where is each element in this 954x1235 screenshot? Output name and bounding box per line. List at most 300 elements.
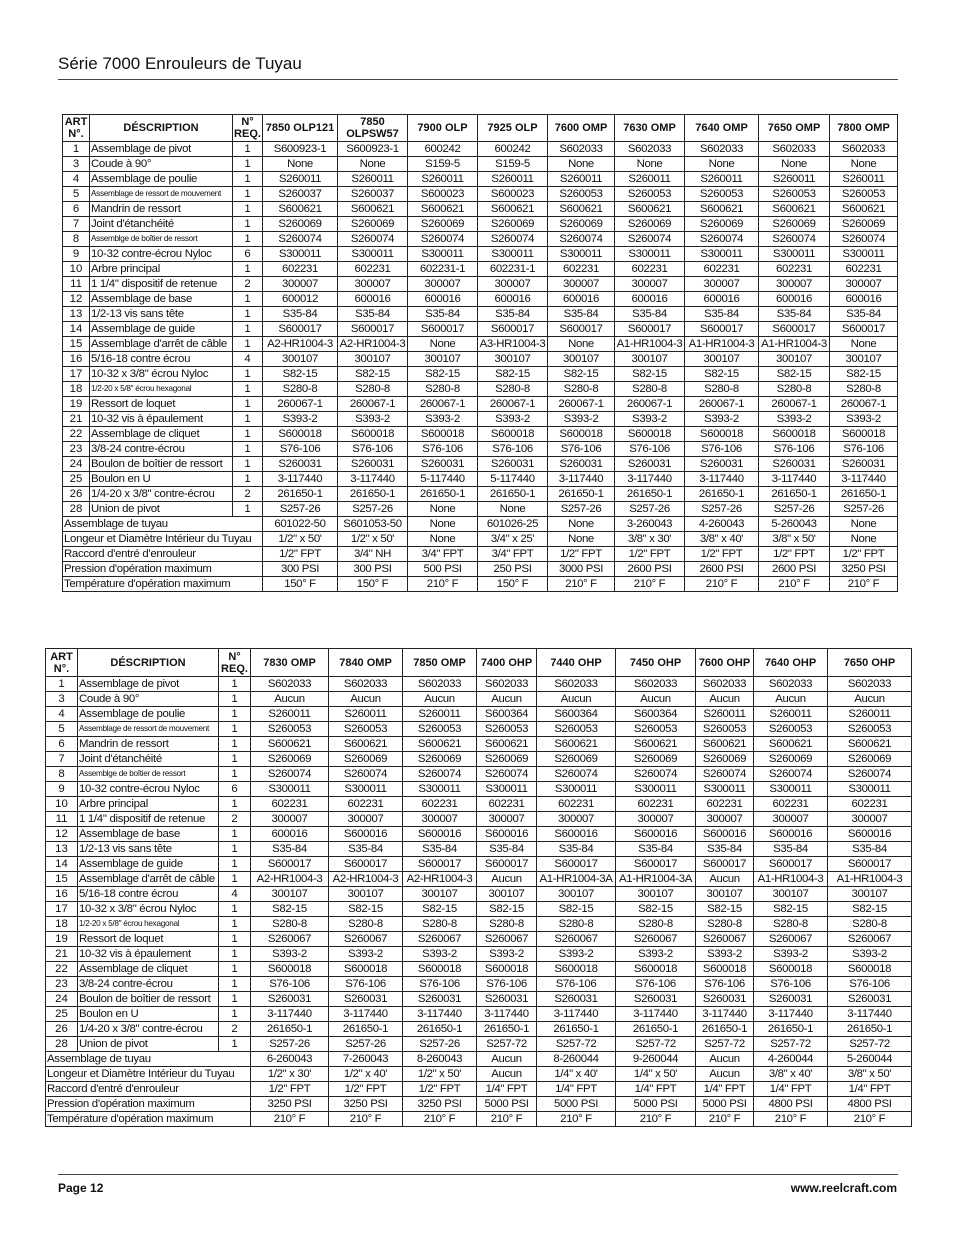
part-number-cell: S280-8 <box>477 917 537 932</box>
part-number-cell: S35-84 <box>759 307 830 322</box>
part-number-cell: Aucun <box>403 692 477 707</box>
part-number-cell: S600621 <box>759 202 830 217</box>
part-number-cell: S260074 <box>615 232 685 247</box>
part-number-cell: 300007 <box>616 812 696 827</box>
art-number-cell: 26 <box>63 487 90 502</box>
part-number-cell: S260053 <box>329 722 403 737</box>
table-row <box>63 307 898 322</box>
part-number-cell: Aucun <box>754 692 828 707</box>
part-number-cell: A1-HR1004-3 <box>759 337 830 352</box>
part-number-cell: 602231 <box>338 262 408 277</box>
summary-value-cell: 300 PSI <box>338 562 408 577</box>
part-number-cell: 300007 <box>685 277 759 292</box>
summary-value-cell: 9-260044 <box>616 1052 696 1067</box>
part-number-cell: 261650-1 <box>408 487 478 502</box>
part-number-cell: S260011 <box>408 172 478 187</box>
part-number-cell: 300007 <box>615 277 685 292</box>
part-number-cell: S393-2 <box>548 412 615 427</box>
part-number-cell: S257-26 <box>548 502 615 517</box>
column-header: DÉSCRIPTION <box>78 649 219 677</box>
part-number-cell: S76-106 <box>408 442 478 457</box>
part-number-cell: Aucun <box>329 692 403 707</box>
summary-value-cell: 1/4" FPT <box>616 1082 696 1097</box>
quantity-cell: 1 <box>233 202 263 217</box>
part-number-cell: 602231 <box>251 797 329 812</box>
summary-value-cell: 210° F <box>329 1112 403 1127</box>
part-number-cell: S35-84 <box>537 842 616 857</box>
part-number-cell: 300107 <box>263 352 338 367</box>
part-number-cell: S76-106 <box>403 977 477 992</box>
part-number-cell: S600621 <box>478 202 548 217</box>
art-number-cell: 17 <box>63 367 90 382</box>
summary-label-cell: Longeur et Diamètre Intérieur du Tuyau <box>46 1067 251 1082</box>
part-number-cell: S600621 <box>403 737 477 752</box>
part-number-cell: S82-15 <box>477 902 537 917</box>
summary-value-cell: 1/2" FPT <box>403 1082 477 1097</box>
part-number-cell: 3-117440 <box>830 472 898 487</box>
part-number-cell: S393-2 <box>477 947 537 962</box>
part-number-cell: S260053 <box>685 187 759 202</box>
part-number-cell: S260031 <box>830 457 898 472</box>
part-number-cell: S280-8 <box>478 382 548 397</box>
part-number-cell: S260011 <box>828 707 912 722</box>
part-number-cell: S300011 <box>616 782 696 797</box>
part-number-cell: S260031 <box>548 457 615 472</box>
part-number-cell: None <box>478 502 548 517</box>
part-number-cell: S76-106 <box>537 977 616 992</box>
art-number-cell: 8 <box>46 767 78 782</box>
table-row <box>63 262 898 277</box>
part-number-cell: S300011 <box>537 782 616 797</box>
part-number-cell: S260074 <box>403 767 477 782</box>
table-header-row <box>46 649 912 677</box>
part-number-cell: S260053 <box>477 722 537 737</box>
part-number-cell: S260031 <box>754 992 828 1007</box>
table-row <box>63 502 898 517</box>
part-number-cell: None <box>408 337 478 352</box>
part-number-cell: S600018 <box>828 962 912 977</box>
part-number-cell: S600018 <box>403 962 477 977</box>
art-number-cell: 19 <box>46 932 78 947</box>
part-number-cell: S35-84 <box>828 842 912 857</box>
summary-value-cell: 4-260044 <box>754 1052 828 1067</box>
part-number-cell: S600017 <box>477 857 537 872</box>
summary-value-cell: 1/4" FPT <box>537 1082 616 1097</box>
part-number-cell: A2-HR1004-3 <box>329 872 403 887</box>
part-number-cell: S602033 <box>548 142 615 157</box>
part-number-cell: 600016 <box>408 292 478 307</box>
footer-rule <box>58 1174 898 1175</box>
part-number-cell: 261650-1 <box>696 1022 754 1037</box>
summary-value-cell: None <box>408 517 478 532</box>
part-number-cell: S260074 <box>685 232 759 247</box>
part-number-cell: 600016 <box>685 292 759 307</box>
part-number-cell: S600621 <box>477 737 537 752</box>
table-row <box>63 247 898 262</box>
quantity-cell: 1 <box>233 322 263 337</box>
art-number-cell: 24 <box>63 457 90 472</box>
part-number-cell: 300107 <box>408 352 478 367</box>
quantity-cell: 1 <box>219 722 251 737</box>
description-cell: Assemblage de guide <box>78 857 219 872</box>
part-number-cell: 300107 <box>478 352 548 367</box>
quantity-cell: 1 <box>219 842 251 857</box>
part-number-cell: 260067-1 <box>263 397 338 412</box>
website-url: www.reelcraft.com <box>790 1181 897 1195</box>
part-number-cell: S600621 <box>329 737 403 752</box>
description-cell: Assemblage de pivot <box>78 677 219 692</box>
art-number-cell: 11 <box>46 812 78 827</box>
part-number-cell: S35-84 <box>685 307 759 322</box>
summary-value-cell: 150° F <box>263 577 338 592</box>
summary-value-cell: 5000 PSI <box>696 1097 754 1112</box>
part-number-cell: S76-106 <box>329 977 403 992</box>
summary-value-cell: 210° F <box>830 577 898 592</box>
part-number-cell: None <box>685 157 759 172</box>
art-number-cell: 18 <box>63 382 90 397</box>
summary-value-cell: 1/2" FPT <box>263 547 338 562</box>
part-number-cell: None <box>408 502 478 517</box>
summary-value-cell: 300 PSI <box>263 562 338 577</box>
description-cell: 5/16-18 contre écrou <box>78 887 219 902</box>
summary-value-cell: 210° F <box>828 1112 912 1127</box>
part-number-cell: S260011 <box>329 707 403 722</box>
table-row <box>46 917 912 932</box>
summary-value-cell: 3250 PSI <box>251 1097 329 1112</box>
part-number-cell: A1-HR1004-3A <box>537 872 616 887</box>
part-number-cell: S260074 <box>329 767 403 782</box>
part-number-cell: 261650-1 <box>338 487 408 502</box>
part-number-cell: S260074 <box>616 767 696 782</box>
part-number-cell: 602231 <box>616 797 696 812</box>
part-number-cell: S260031 <box>537 992 616 1007</box>
part-number-cell: 261650-1 <box>759 487 830 502</box>
part-number-cell: S260011 <box>403 707 477 722</box>
part-number-cell: S600017 <box>615 322 685 337</box>
part-number-cell: 5-117440 <box>408 472 478 487</box>
part-number-cell: S600023 <box>408 187 478 202</box>
quantity-cell: 1 <box>219 737 251 752</box>
part-number-cell: 260067-1 <box>615 397 685 412</box>
part-number-cell: S393-2 <box>685 412 759 427</box>
art-number-cell: 26 <box>46 1022 78 1037</box>
part-number-cell: S260067 <box>616 932 696 947</box>
part-number-cell: S600621 <box>696 737 754 752</box>
part-number-cell: S257-72 <box>477 1037 537 1052</box>
description-cell: Assemblage de ressort de mouvement <box>90 187 233 202</box>
art-number-cell: 28 <box>63 502 90 517</box>
table-row <box>46 677 912 692</box>
quantity-cell: 1 <box>219 797 251 812</box>
part-number-cell: S257-26 <box>403 1037 477 1052</box>
summary-value-cell: 1/2" FPT <box>615 547 685 562</box>
description-cell: Boulon en U <box>90 472 233 487</box>
part-number-cell: S260031 <box>477 992 537 1007</box>
part-number-cell: None <box>338 157 408 172</box>
part-number-cell: S602033 <box>615 142 685 157</box>
summary-value-cell: 1/4" x 50' <box>616 1067 696 1082</box>
part-number-cell: S35-84 <box>830 307 898 322</box>
summary-row <box>46 1052 912 1067</box>
summary-value-cell: 1/2" x 50' <box>263 532 338 547</box>
part-number-cell: S280-8 <box>403 917 477 932</box>
part-number-cell: S260031 <box>403 992 477 1007</box>
part-number-cell: S260031 <box>251 992 329 1007</box>
part-number-cell: S300011 <box>830 247 898 262</box>
description-cell: 3/8-24 contre-écrou <box>90 442 233 457</box>
part-number-cell: S260067 <box>828 932 912 947</box>
summary-value-cell: 1/4" FPT <box>828 1082 912 1097</box>
part-number-cell: S300011 <box>338 247 408 262</box>
part-number-cell: None <box>830 157 898 172</box>
part-number-cell: S393-2 <box>263 412 338 427</box>
part-number-cell: 300007 <box>478 277 548 292</box>
part-number-cell: S300011 <box>251 782 329 797</box>
part-number-cell: S602033 <box>477 677 537 692</box>
part-number-cell: S82-15 <box>615 367 685 382</box>
summary-value-cell: 8-260043 <box>403 1052 477 1067</box>
art-number-cell: 25 <box>46 1007 78 1022</box>
summary-row <box>63 577 898 592</box>
column-header: 7650 OHP <box>828 649 912 677</box>
part-number-cell: S600016 <box>329 827 403 842</box>
column-header: DÉSCRIPTION <box>90 115 233 142</box>
part-number-cell: 3-117440 <box>759 472 830 487</box>
column-header: N° REQ. <box>219 649 251 677</box>
table-row <box>46 872 912 887</box>
description-cell: Arbre principal <box>78 797 219 812</box>
summary-row <box>63 517 898 532</box>
table-row <box>46 857 912 872</box>
part-number-cell: 3-117440 <box>828 1007 912 1022</box>
summary-value-cell: Aucun <box>696 1067 754 1082</box>
summary-value-cell: 3250 PSI <box>329 1097 403 1112</box>
description-cell: Joint d'étanchéité <box>90 217 233 232</box>
table-row <box>63 382 898 397</box>
part-number-cell: S600621 <box>408 202 478 217</box>
part-number-cell: S600017 <box>251 857 329 872</box>
part-number-cell: S600016 <box>616 827 696 842</box>
part-number-cell: 3-117440 <box>251 1007 329 1022</box>
part-number-cell: 3-117440 <box>403 1007 477 1022</box>
quantity-cell: 1 <box>233 367 263 382</box>
part-number-cell: S76-106 <box>477 977 537 992</box>
summary-value-cell: 210° F <box>403 1112 477 1127</box>
part-number-cell: 300007 <box>403 812 477 827</box>
quantity-cell: 6 <box>233 247 263 262</box>
part-number-cell: S35-84 <box>615 307 685 322</box>
summary-value-cell: None <box>408 532 478 547</box>
column-header: ART N°. <box>63 115 90 142</box>
column-header: 7850 OLP121 <box>263 115 338 142</box>
part-number-cell: S393-2 <box>338 412 408 427</box>
part-number-cell: S280-8 <box>263 382 338 397</box>
part-number-cell: S260074 <box>537 767 616 782</box>
summary-value-cell: 1/2" FPT <box>830 547 898 562</box>
part-number-cell: S600017 <box>685 322 759 337</box>
part-number-cell: S260011 <box>754 707 828 722</box>
part-number-cell: S600018 <box>329 962 403 977</box>
part-number-cell: 600016 <box>251 827 329 842</box>
part-number-cell: S82-15 <box>251 902 329 917</box>
art-number-cell: 10 <box>63 262 90 277</box>
part-number-cell: S600621 <box>754 737 828 752</box>
part-number-cell: S300011 <box>759 247 830 262</box>
part-number-cell: S260053 <box>548 187 615 202</box>
summary-value-cell: 500 PSI <box>408 562 478 577</box>
part-number-cell: 3-117440 <box>338 472 408 487</box>
part-number-cell: S602033 <box>685 142 759 157</box>
summary-value-cell: None <box>548 517 615 532</box>
part-number-cell: S602033 <box>537 677 616 692</box>
summary-value-cell: 4800 PSI <box>754 1097 828 1112</box>
description-cell: Assemblage de cliquet <box>78 962 219 977</box>
description-cell: Mandrin de ressort <box>90 202 233 217</box>
part-number-cell: S82-15 <box>338 367 408 382</box>
part-number-cell: S260074 <box>828 767 912 782</box>
quantity-cell: 2 <box>219 812 251 827</box>
part-number-cell: S600018 <box>251 962 329 977</box>
summary-label-cell: Assemblage de tuyau <box>46 1052 251 1067</box>
table-row <box>63 187 898 202</box>
part-number-cell: S76-106 <box>830 442 898 457</box>
description-cell: Assemblge de boîtier de ressort <box>90 232 233 247</box>
summary-value-cell: 210° F <box>251 1112 329 1127</box>
summary-value-cell: 210° F <box>477 1112 537 1127</box>
part-number-cell: S280-8 <box>408 382 478 397</box>
art-number-cell: 4 <box>63 172 90 187</box>
table-row <box>46 1022 912 1037</box>
description-cell: 10-32 x 3/8" écrou Nyloc <box>78 902 219 917</box>
part-number-cell: S280-8 <box>548 382 615 397</box>
part-number-cell: 3-117440 <box>329 1007 403 1022</box>
table-row <box>63 397 898 412</box>
quantity-cell: 1 <box>233 172 263 187</box>
summary-value-cell: 5000 PSI <box>616 1097 696 1112</box>
part-number-cell: S600016 <box>477 827 537 842</box>
part-number-cell: 600012 <box>263 292 338 307</box>
part-number-cell: 261650-1 <box>478 487 548 502</box>
part-number-cell: 261650-1 <box>537 1022 616 1037</box>
art-number-cell: 8 <box>63 232 90 247</box>
table-row <box>46 752 912 767</box>
quantity-cell: 1 <box>219 932 251 947</box>
quantity-cell: 1 <box>219 752 251 767</box>
page-title: Série 7000 Enrouleurs de Tuyau <box>58 54 302 73</box>
part-number-cell: 261650-1 <box>828 1022 912 1037</box>
part-number-cell: S260053 <box>537 722 616 737</box>
part-number-cell: 300107 <box>251 887 329 902</box>
quantity-cell: 1 <box>233 382 263 397</box>
part-number-cell: S600018 <box>537 962 616 977</box>
part-number-cell: S260074 <box>759 232 830 247</box>
part-number-cell: 300007 <box>828 812 912 827</box>
column-header: 7640 OMP <box>685 115 759 142</box>
part-number-cell: S82-15 <box>408 367 478 382</box>
description-cell: Assemblage de poulie <box>78 707 219 722</box>
part-number-cell: S300011 <box>329 782 403 797</box>
quantity-cell: 1 <box>233 457 263 472</box>
summary-value-cell: 5-260043 <box>759 517 830 532</box>
part-number-cell: S600621 <box>251 737 329 752</box>
part-number-cell: S280-8 <box>616 917 696 932</box>
art-number-cell: 12 <box>46 827 78 842</box>
part-number-cell: A1-HR1004-3 <box>754 872 828 887</box>
art-number-cell: 13 <box>46 842 78 857</box>
art-number-cell: 14 <box>63 322 90 337</box>
part-number-cell: S260069 <box>828 752 912 767</box>
summary-value-cell: 4800 PSI <box>828 1097 912 1112</box>
art-number-cell: 21 <box>46 947 78 962</box>
part-number-cell: S393-2 <box>830 412 898 427</box>
description-cell: 3/8-24 contre-écrou <box>78 977 219 992</box>
summary-value-cell: 3/8" x 40' <box>685 532 759 547</box>
summary-value-cell: 3/4" x 25' <box>478 532 548 547</box>
table-row <box>63 172 898 187</box>
part-number-cell: S82-15 <box>329 902 403 917</box>
part-number-cell: S600017 <box>759 322 830 337</box>
art-number-cell: 16 <box>63 352 90 367</box>
summary-label-cell: Assemblage de tuyau <box>63 517 263 532</box>
part-number-cell: 300007 <box>251 812 329 827</box>
column-header: 7600 OHP <box>696 649 754 677</box>
part-number-cell: S600018 <box>477 962 537 977</box>
table-row <box>46 812 912 827</box>
part-number-cell: S260031 <box>263 457 338 472</box>
summary-label-cell: Température d'opération maximum <box>46 1112 251 1127</box>
quantity-cell: 1 <box>233 142 263 157</box>
part-number-cell: 300107 <box>477 887 537 902</box>
part-number-cell: S82-15 <box>537 902 616 917</box>
part-number-cell: 300007 <box>338 277 408 292</box>
part-number-cell: None <box>548 157 615 172</box>
part-number-cell: 602231 <box>759 262 830 277</box>
summary-value-cell: 210° F <box>615 577 685 592</box>
art-number-cell: 18 <box>46 917 78 932</box>
summary-value-cell: 1/2" x 50' <box>403 1067 477 1082</box>
part-number-cell: S260074 <box>477 767 537 782</box>
description-cell: 1/4-20 x 3/8" contre-écrou <box>78 1022 219 1037</box>
part-number-cell: S35-84 <box>548 307 615 322</box>
art-number-cell: 12 <box>63 292 90 307</box>
part-number-cell: None <box>548 337 615 352</box>
part-number-cell: S82-15 <box>403 902 477 917</box>
part-number-cell: S260074 <box>754 767 828 782</box>
part-number-cell: 261650-1 <box>329 1022 403 1037</box>
part-number-cell: None <box>263 157 338 172</box>
part-number-cell: S260011 <box>830 172 898 187</box>
part-number-cell: 602231-1 <box>408 262 478 277</box>
quantity-cell: 1 <box>219 767 251 782</box>
part-number-cell: S260053 <box>759 187 830 202</box>
part-number-cell: S76-106 <box>263 442 338 457</box>
table-row <box>46 902 912 917</box>
quantity-cell: 1 <box>219 872 251 887</box>
part-number-cell: A2-HR1004-3 <box>403 872 477 887</box>
summary-value-cell: 210° F <box>759 577 830 592</box>
part-number-cell: S257-26 <box>263 502 338 517</box>
description-cell: Arbre principal <box>90 262 233 277</box>
part-number-cell: None <box>615 157 685 172</box>
art-number-cell: 11 <box>63 277 90 292</box>
part-number-cell: S393-2 <box>403 947 477 962</box>
part-number-cell: S600016 <box>403 827 477 842</box>
summary-value-cell: Aucun <box>477 1067 537 1082</box>
part-number-cell: S600017 <box>754 857 828 872</box>
part-number-cell: S260069 <box>477 752 537 767</box>
table-row <box>46 707 912 722</box>
quantity-cell: 4 <box>233 352 263 367</box>
